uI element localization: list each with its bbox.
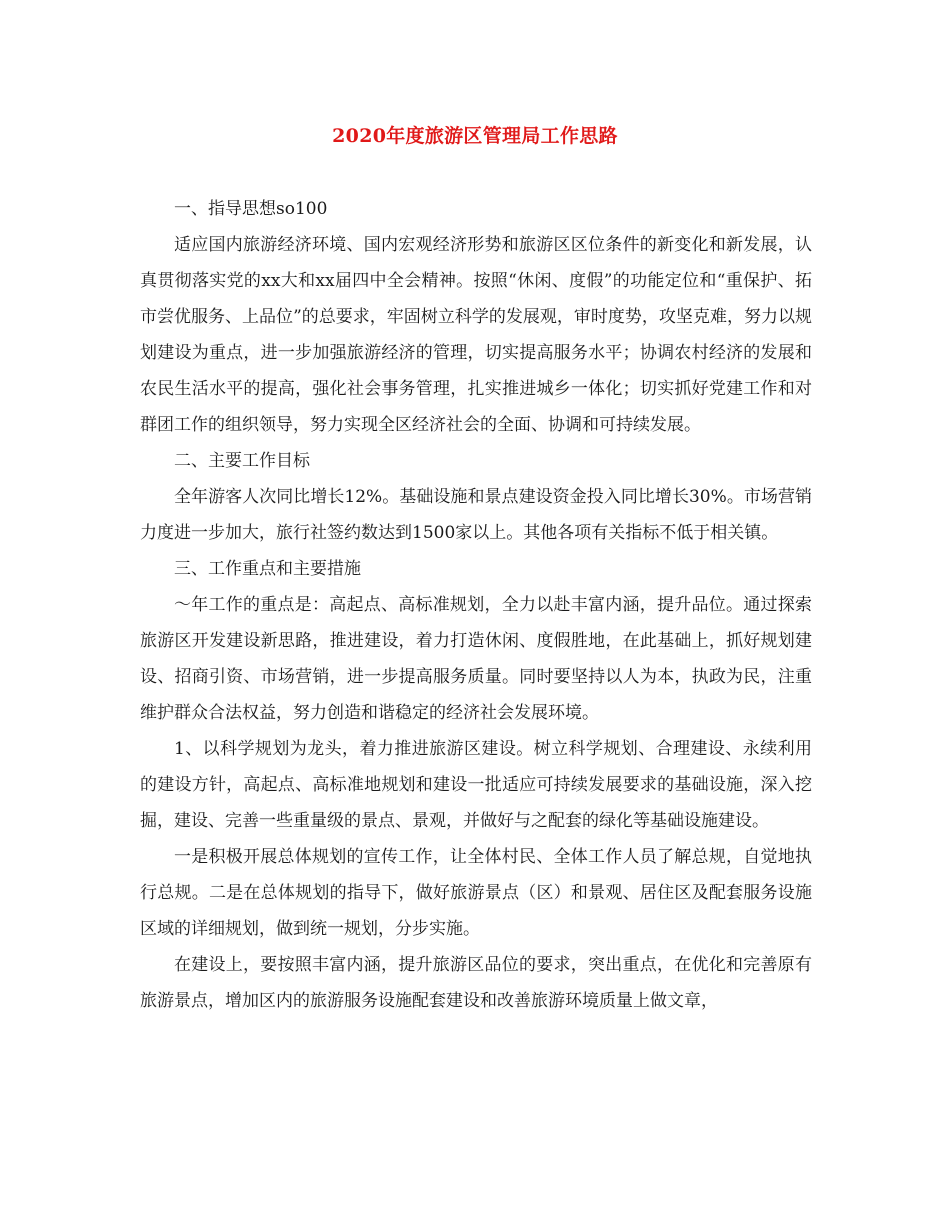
body-paragraph: 在建设上，要按照丰富内涵，提升旅游区品位的要求，突出重点，在优化和完善原有旅游景点，增加区内的旅游服务设施配套建设和改善旅游环境质量上做文章， bbox=[140, 955, 812, 1011]
document-title: 2020年度旅游区管理局工作思路 bbox=[332, 125, 618, 147]
body-paragraph: 一是积极开展总体规划的宣传工作，让全体村民、全体工作人员了解总规，自觉地执行总规。二是在总体规划的指导下，做好旅游景点（区）和景观、居住区及配套服务设施区域的详细规划，做到统一规划，分步实施。 bbox=[140, 847, 812, 939]
document-body bbox=[140, 191, 812, 1019]
body-paragraph: 适应国内旅游经济环境、国内宏观经济形势和旅游区区位条件的新变化和新发展，认真贯彻落实党的xx大和xx届四中全会精神。按照“休闲、度假”的功能定位和“重保护、拓市尝优服务、上品位”的总要求，牢固树立科学的发展观，审时度势，攻坚克难，努力以规划建设为重点，进一步加强旅游经济的管理，切实提高服务水平；协调农村经济的发展和农民生活水平的提高，强化社会事务管理，扎实推进城乡一体化；切实抓好党建工作和对群团工作的组织领导，努力实现全区经济社会的全面、协调和可持续发展。 bbox=[140, 235, 812, 435]
body-paragraph: 全年游客人次同比增长12%。基础设施和景点建设资金投入同比增长30%。市场营销力度进一步加大，旅行社签约数达到1500家以上。其他各项有关指标不低于相关镇。 bbox=[140, 487, 812, 543]
section-heading-main-goals: 二、主要工作目标 bbox=[174, 451, 310, 471]
section-heading-guiding-ideology: 一、指导思想so100 bbox=[174, 199, 328, 219]
body-paragraph: ～年工作的重点是：高起点、高标准规划，全力以赴丰富内涵，提升品位。通过探索旅游区开发建设新思路，推进建设，着力打造休闲、度假胜地，在此基础上，抓好规划建设、招商引资、市场营销，进一步提高服务质量。同时要坚持以人为本，执政为民，注重维护群众合法权益，努力创造和谐稳定的经济社会发展环境。 bbox=[140, 595, 812, 723]
body-paragraph: 1、以科学规划为龙头，着力推进旅游区建设。树立科学规划、合理建设、永续利用的建设方针，高起点、高标准地规划和建设一批适应可持续发展要求的基础设施，深入挖掘，建设、完善一些重量级的景点、景观，并做好与之配套的绿化等基础设施建设。 bbox=[140, 739, 812, 831]
section-heading-key-work: 三、工作重点和主要措施 bbox=[174, 559, 361, 579]
